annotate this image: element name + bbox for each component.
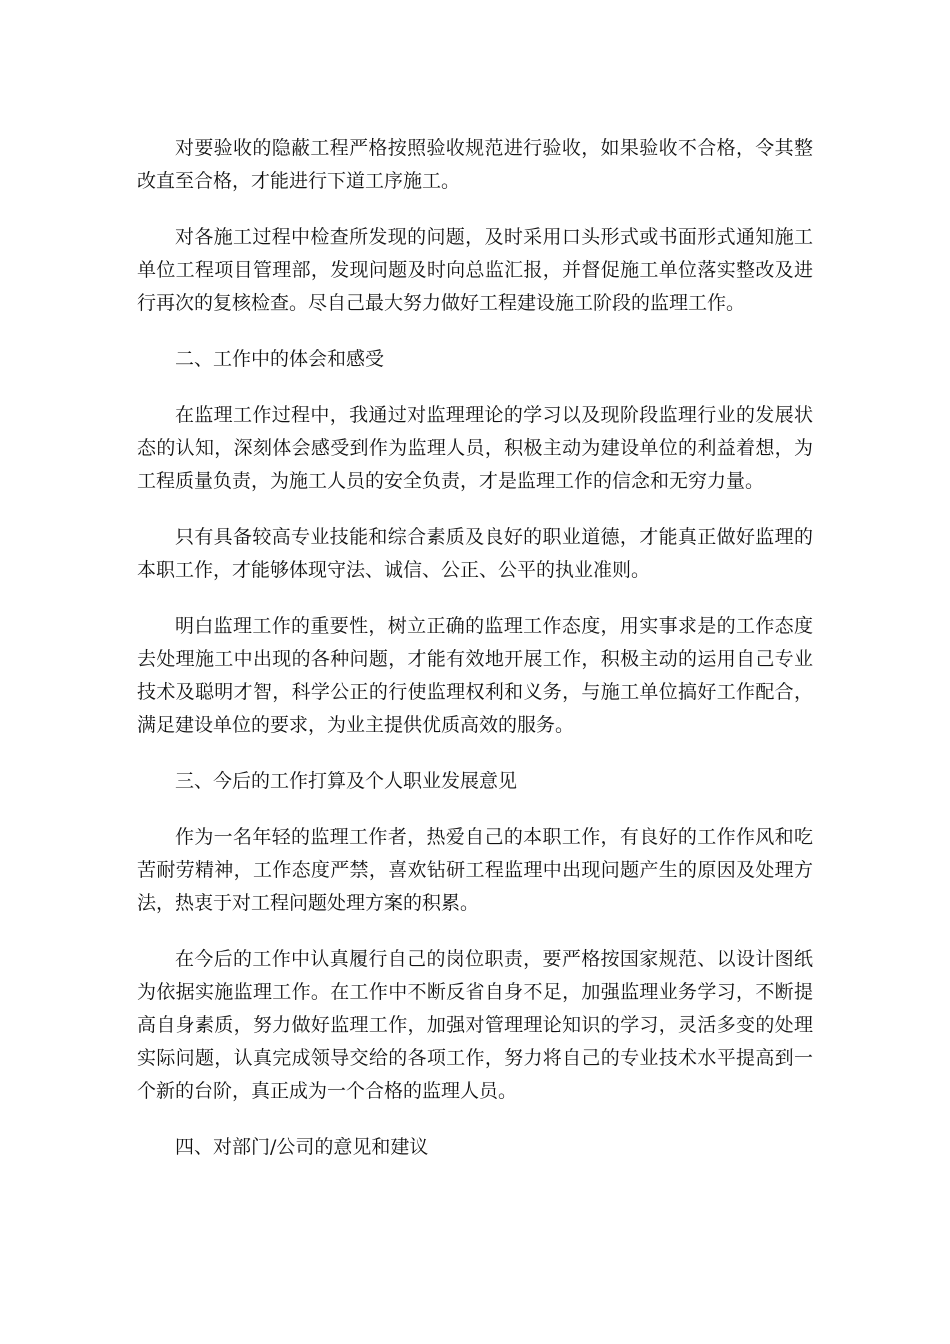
- section-heading-2: 二、工作中的体会和感受: [175, 348, 385, 370]
- section-heading-3: 三、今后的工作打算及个人职业发展意见: [175, 770, 518, 792]
- paragraph-future-plan: 在今后的工作中认真履行自己的岗位职责，要严格按国家规范、以设计图纸为依据实施监理工作。在工作中不断反省自身不足，加强监理业务学习，不断提高自身素质，努力做好监理工作，加强对管理理论知识的学习，灵活多变的处理实际问题，认真完成领导交给的各项工作，努力将自己的专业技术水平提高到一个新的台阶，真正成为一个合格的监理人员。: [137, 948, 813, 1102]
- document-body: [137, 132, 813, 1187]
- paragraph-problem-handling: 对各施工过程中检查所发现的问题，及时采用口头形式或书面形式通知施工单位工程项目管理部，发现问题及时向总监汇报，并督促施工单位落实整改及进行再次的复核检查。尽自己最大努力做好工程建设施工阶段的监理工作。: [137, 226, 813, 314]
- paragraph-work-attitude: 明白监理工作的重要性，树立正确的监理工作态度，用实事求是的工作态度去处理施工中出现的各种问题，才能有效地开展工作，积极主动的运用自己专业技术及聪明才智，科学公正的行使监理权利和义务，与施工单位搞好工作配合，满足建设单位的要求，为业主提供优质高效的服务。: [137, 615, 813, 736]
- paragraph-acceptance: 对要验收的隐蔽工程严格按照验收规范进行验收，如果验收不合格，令其整改直至合格，才能进行下道工序施工。: [137, 137, 813, 192]
- paragraph-self-description: 作为一名年轻的监理工作者，热爱自己的本职工作，有良好的工作作风和吃苦耐劳精神，工作态度严禁，喜欢钻研工程监理中出现问题产生的原因及处理方法，热衷于对工程问题处理方案的积累。: [137, 826, 813, 914]
- paragraph-qualification: 只有具备较高专业技能和综合素质及良好的职业道德，才能真正做好监理的本职工作，才能够体现守法、诚信、公正、公平的执业准则。: [137, 526, 813, 581]
- section-heading-4: 四、对部门/公司的意见和建议: [175, 1136, 429, 1158]
- paragraph-experience: 在监理工作过程中，我通过对监理理论的学习以及现阶段监理行业的发展状态的认知，深刻体会感受到作为监理人员，积极主动为建设单位的利益着想，为工程质量负责，为施工人员的安全负责，才是监理工作的信念和无穷力量。: [137, 404, 813, 492]
